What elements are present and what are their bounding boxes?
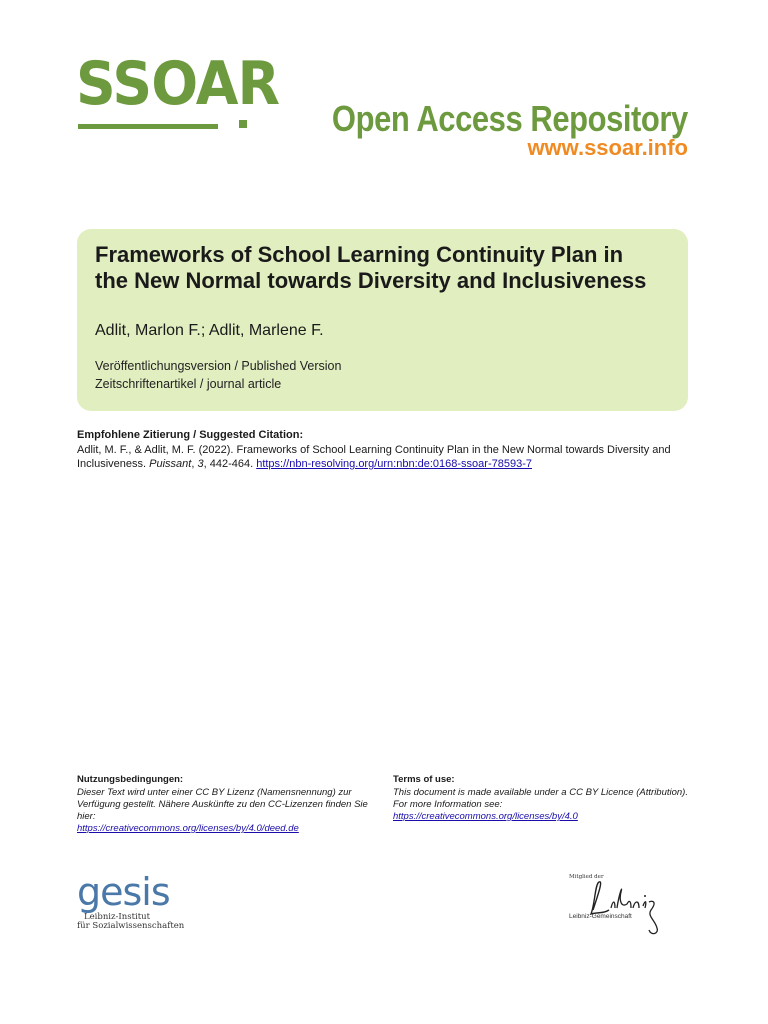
gesis-logo-subtitle [77,913,187,931]
gesis-subtitle-line2: für Sozialwissenschaften [77,921,185,931]
terms-english [393,774,688,823]
gesis-subtitle-line1: Leibniz-Institut [84,912,151,922]
ssoar-logo [76,49,280,134]
leibniz-signature-icon [565,870,675,940]
leibniz-member-label: Mitglied der [569,874,604,880]
ssoar-logo-dot [239,120,247,128]
ssoar-logo-underline [78,124,218,129]
citation-heading: Empfohlene Zitierung / Suggested Citation: [77,429,304,441]
gesis-logo [77,870,187,933]
terms-english-link[interactable]: https://creativecommons.org/licenses/by/4.0 [393,811,578,822]
terms-english-heading: Terms of use: [393,774,455,785]
document-version: Veröffentlichungsversion / Published Version [95,359,342,373]
citation-text [77,443,692,471]
citation-volume: 3 [197,458,204,470]
terms-english-text: This document is made available under a CC BY Licence (Attribution). For more Information see: [393,787,688,810]
terms-german-link[interactable]: https://creativecommons.org/licenses/by/4.0/deed.de [77,823,299,834]
citation-link[interactable]: https://nbn-resolving.org/urn:nbn:de:0168-ssoar-78593-7 [256,458,532,470]
citation-pages: , 442-464. [203,458,257,470]
repository-url[interactable]: www.ssoar.info [527,135,688,160]
gesis-logo-word: gesis [77,870,170,914]
terms-german [77,774,373,835]
repository-title: Open Access Repository [332,98,688,139]
citation-separator: , [191,458,198,470]
document-authors: Adlit, Marlon F.; Adlit, Marlene F. [95,322,324,339]
terms-german-heading: Nutzungsbedingungen: [77,774,184,785]
leibniz-subtitle: Leibniz-Gemeinschaft [569,913,632,920]
terms-german-text: Dieser Text wird unter einer CC BY Lizenz (Namensnennung) zur Verfügung gestellt. Nähere Auskünfte zu den CC-Lizenzen finden Sie hier: [77,787,368,822]
ssoar-logo-text: SSOAR [76,49,280,119]
document-title: Frameworks of School Learning Continuity Plan in the New Normal towards Diversity and Inclusiveness [95,242,647,293]
citation-journal: Puissant [149,458,192,470]
document-type: Zeitschriftenartikel / journal article [95,377,282,391]
leibniz-logo [565,870,675,940]
citation-text-main: Adlit, M. F., & Adlit, M. F. (2022). Frameworks of School Learning Continuity Plan in the New Normal towards Diversity and Inclusiveness. [77,444,671,470]
